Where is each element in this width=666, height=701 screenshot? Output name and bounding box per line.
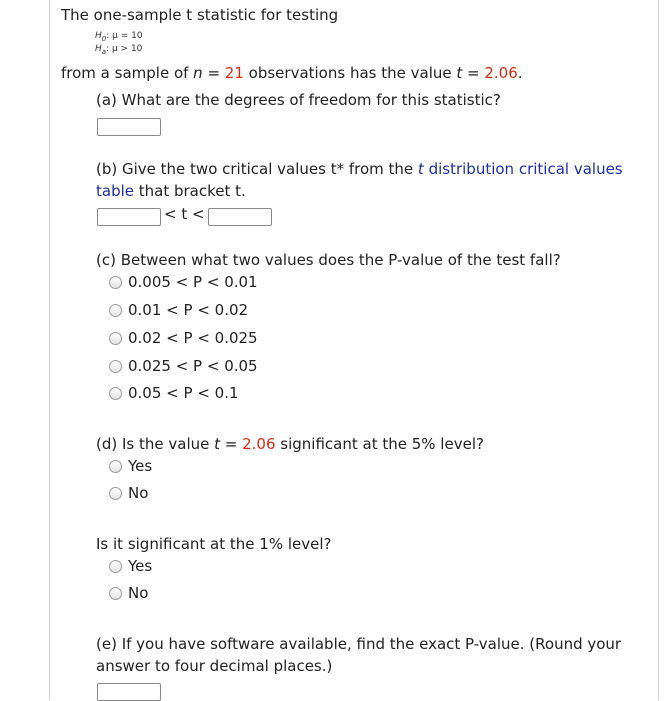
exact-p-value-input[interactable] [97,683,161,701]
radio-button[interactable] [109,304,122,317]
degrees-of-freedom-input[interactable] [97,118,161,136]
p-range-option-2[interactable]: 0.01 < P < 0.02 [109,300,248,320]
sample-description: from a sample of n = 21 observations has the value t = 2.06. [61,64,523,82]
p-range-option-4[interactable]: 0.025 < P < 0.05 [109,356,258,376]
significant-5-yes-option[interactable]: Yes [109,456,152,476]
significant-1-no-option[interactable]: No [109,583,148,603]
radio-button[interactable] [109,487,122,500]
part-d2-question: Is it significant at the 1% level? [96,535,332,553]
radio-button[interactable] [109,460,122,473]
significant-1-yes-option[interactable]: Yes [109,556,152,576]
radio-button[interactable] [109,276,122,289]
p-range-option-3[interactable]: 0.02 < P < 0.025 [109,328,258,348]
t-value: 2.06 [484,64,518,82]
sample-size-value: 21 [224,64,244,82]
bracket-between-label: < t < [164,205,205,223]
part-d-question: (d) Is the value t = 2.06 significant at the 5% level? [96,435,484,453]
critical-values-table-link-line2[interactable]: table [96,182,134,200]
lower-critical-value-input[interactable] [97,208,161,226]
significant-5-no-option[interactable]: No [109,483,148,503]
part-b-question: (b) Give the two critical values t* from the t distribution critical values [96,160,623,178]
part-c-question: (c) Between what two values does the P-value of the test fall? [96,251,561,269]
radio-button[interactable] [109,560,122,573]
part-a-question: (a) What are the degrees of freedom for this statistic? [96,91,501,109]
null-hypothesis: $H_0$: μ = 10 [95,31,143,43]
upper-critical-value-input[interactable] [208,208,272,226]
radio-button[interactable] [109,387,122,400]
part-b-question-line2: table that bracket t. [96,182,246,200]
p-range-option-1[interactable]: 0.005 < P < 0.01 [109,272,258,292]
radio-button[interactable] [109,332,122,345]
alternative-hypothesis: $H_a$: μ > 10 [95,44,143,56]
p-range-option-5[interactable]: 0.05 < P < 0.1 [109,383,239,403]
critical-values-table-link[interactable]: t distribution critical values [417,160,623,178]
part-e-question: (e) If you have software available, find the exact P-value. (Round your [96,635,622,653]
radio-button[interactable] [109,587,122,600]
intro-text: The one-sample t statistic for testing [61,6,339,24]
part-e-question-line2: answer to four decimal places.) [96,657,333,675]
radio-button[interactable] [109,360,122,373]
